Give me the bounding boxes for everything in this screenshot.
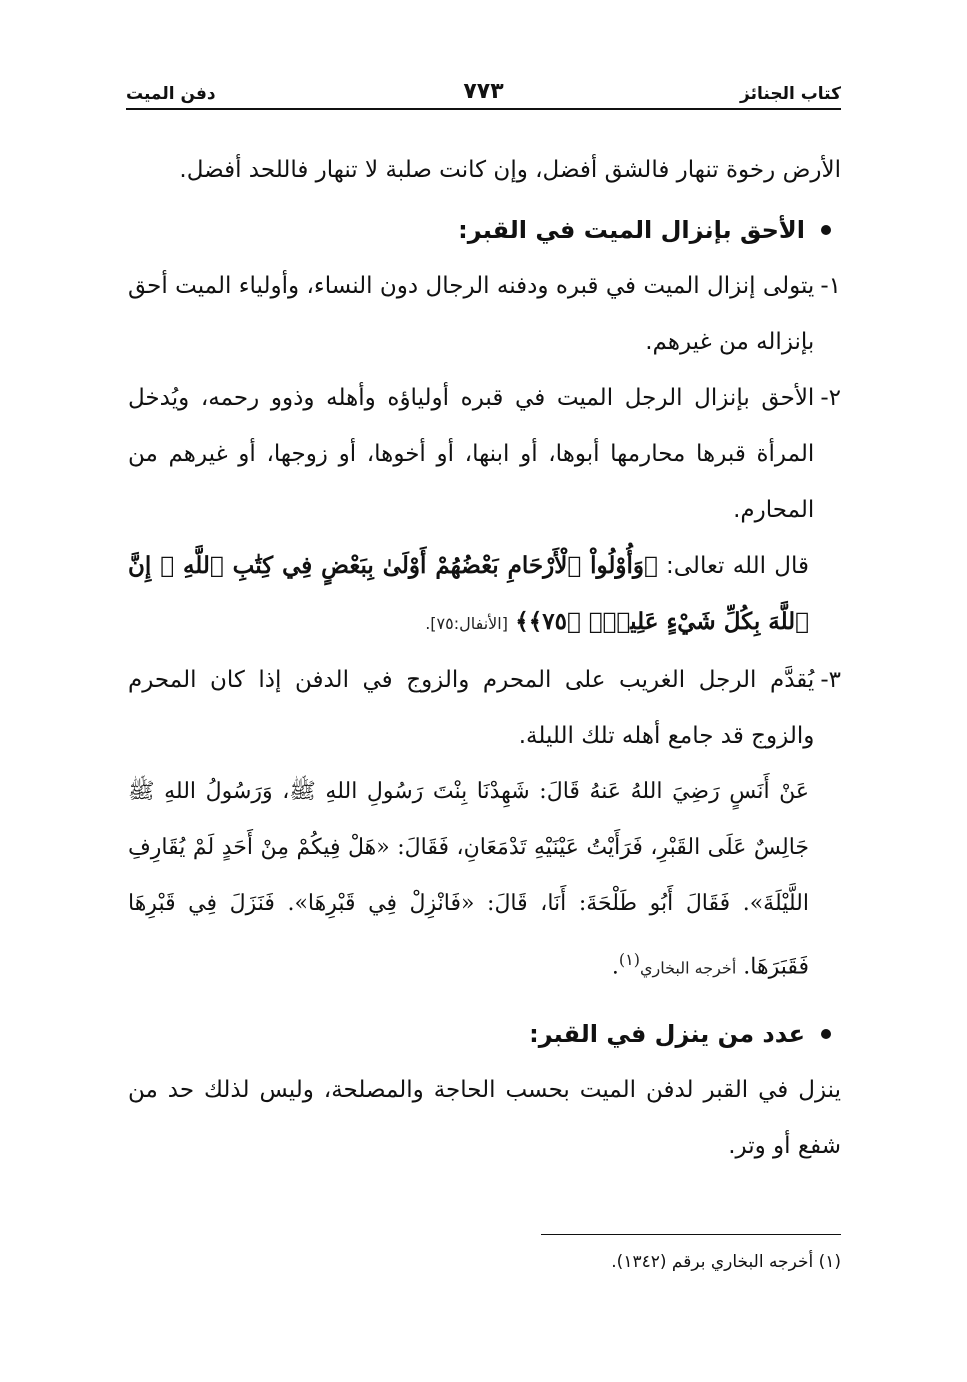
page-header bbox=[126, 80, 841, 110]
book-title: كتاب الجنائز bbox=[740, 84, 841, 104]
heading-text: الأحق بإنزال الميت في القبر: bbox=[458, 216, 805, 244]
page-number: ٧٧٣ bbox=[463, 79, 504, 104]
quran-text: ﴿وَأُوْلُواْ ٱلْأَرْحَامِ بَعْضُهُمْ أَوْلَىٰ بِبَعْضٍ فِي كِتَٰبِ ٱللَّهِ ۗ إِنَّ ٱللَّهَ بِكُلِّ شَيْءٍ عَلِيمٌۢ ﴿٧٥﴾﴾ bbox=[128, 552, 809, 635]
quran-verse bbox=[128, 538, 841, 652]
item-number: ٣- bbox=[820, 667, 841, 693]
page-body bbox=[128, 142, 841, 1174]
intro-line: الأرض رخوة تنهار فالشق أفضل، وإن كانت صلبة لا تنهار فاللحد أفضل. bbox=[179, 157, 841, 183]
hadith-source: أخرجه البخاري bbox=[639, 958, 737, 978]
list-item-3 bbox=[128, 652, 841, 764]
footnote: (١) أخرجه البخاري برقم (١٣٤٢). bbox=[611, 1252, 841, 1272]
bullet-icon bbox=[821, 1029, 831, 1039]
item-number: ٢- bbox=[820, 385, 841, 411]
item-text: يُقدَّم الرجل الغريب على المحرم والزوج في الدفن إذا كان المحرم والزوج قد جامع أهله تلك الليلة. bbox=[128, 667, 815, 749]
heading-text: عدد من ينزل في القبر: bbox=[529, 1020, 805, 1049]
item-text: يتولى إنزال الميت في قبره ودفنه الرجال دون النساء، وأولياء الميت أحق بإنزاله من غيرهم. bbox=[128, 273, 815, 355]
item-number: ١- bbox=[820, 273, 841, 299]
footnote-marker[interactable]: (١) bbox=[618, 950, 640, 969]
last-paragraph: ينزل في القبر لدفن الميت بحسب الحاجة والمصلحة، وليس لذلك حد من شفع أو وتر. bbox=[128, 1077, 841, 1160]
quran-reference: [الأنفال:٧٥]. bbox=[425, 614, 508, 633]
hadith-text: عَنْ أَنَسٍ رَضِيَ اللهُ عَنهُ قَالَ: شَهِدْنَا بِنْتَ رَسُولِ اللهِ ﷺ، وَرَسُولُ اللهِ ﷺ جَالِسٌ عَلَى القَبْرِ، فَرَأَيْتُ عَيْنَيْهِ تَدْمَعَانِ، فَقَالَ: «هَلْ فِيكُمْ مِنْ أَحَدٍ لَمْ يُقَارِفِ اللَّيْلَةَ». فَقَالَ أَبُو طَلْحَةَ: أَنَا، قَالَ: «فَانْزِلْ فِي قَبْرِهَا». فَنَزَلَ فِي قَبْرِهَا فَقَبَرَهَا. bbox=[128, 779, 809, 980]
bullet-icon bbox=[821, 225, 831, 235]
heading-most-entitled bbox=[128, 202, 841, 258]
list-item-1 bbox=[128, 258, 841, 370]
footnote-divider bbox=[541, 1234, 841, 1235]
heading-number-descending bbox=[128, 1006, 841, 1062]
hadith-block bbox=[128, 764, 841, 996]
section-title: دفن الميت bbox=[126, 84, 216, 104]
item-text: الأحق بإنزال الرجل الميت في قبره أولياؤه وأهله وذوو رحمه، ويُدخل المرأة قبرها محارمها أبوها، أو ابنها، أو أخوها، أو زوجها، أو غيرهم من المحارم. bbox=[128, 385, 815, 523]
hadith-end: . bbox=[611, 954, 619, 980]
quran-intro: قال الله تعالى: bbox=[666, 553, 809, 579]
list-item-2 bbox=[128, 370, 841, 538]
